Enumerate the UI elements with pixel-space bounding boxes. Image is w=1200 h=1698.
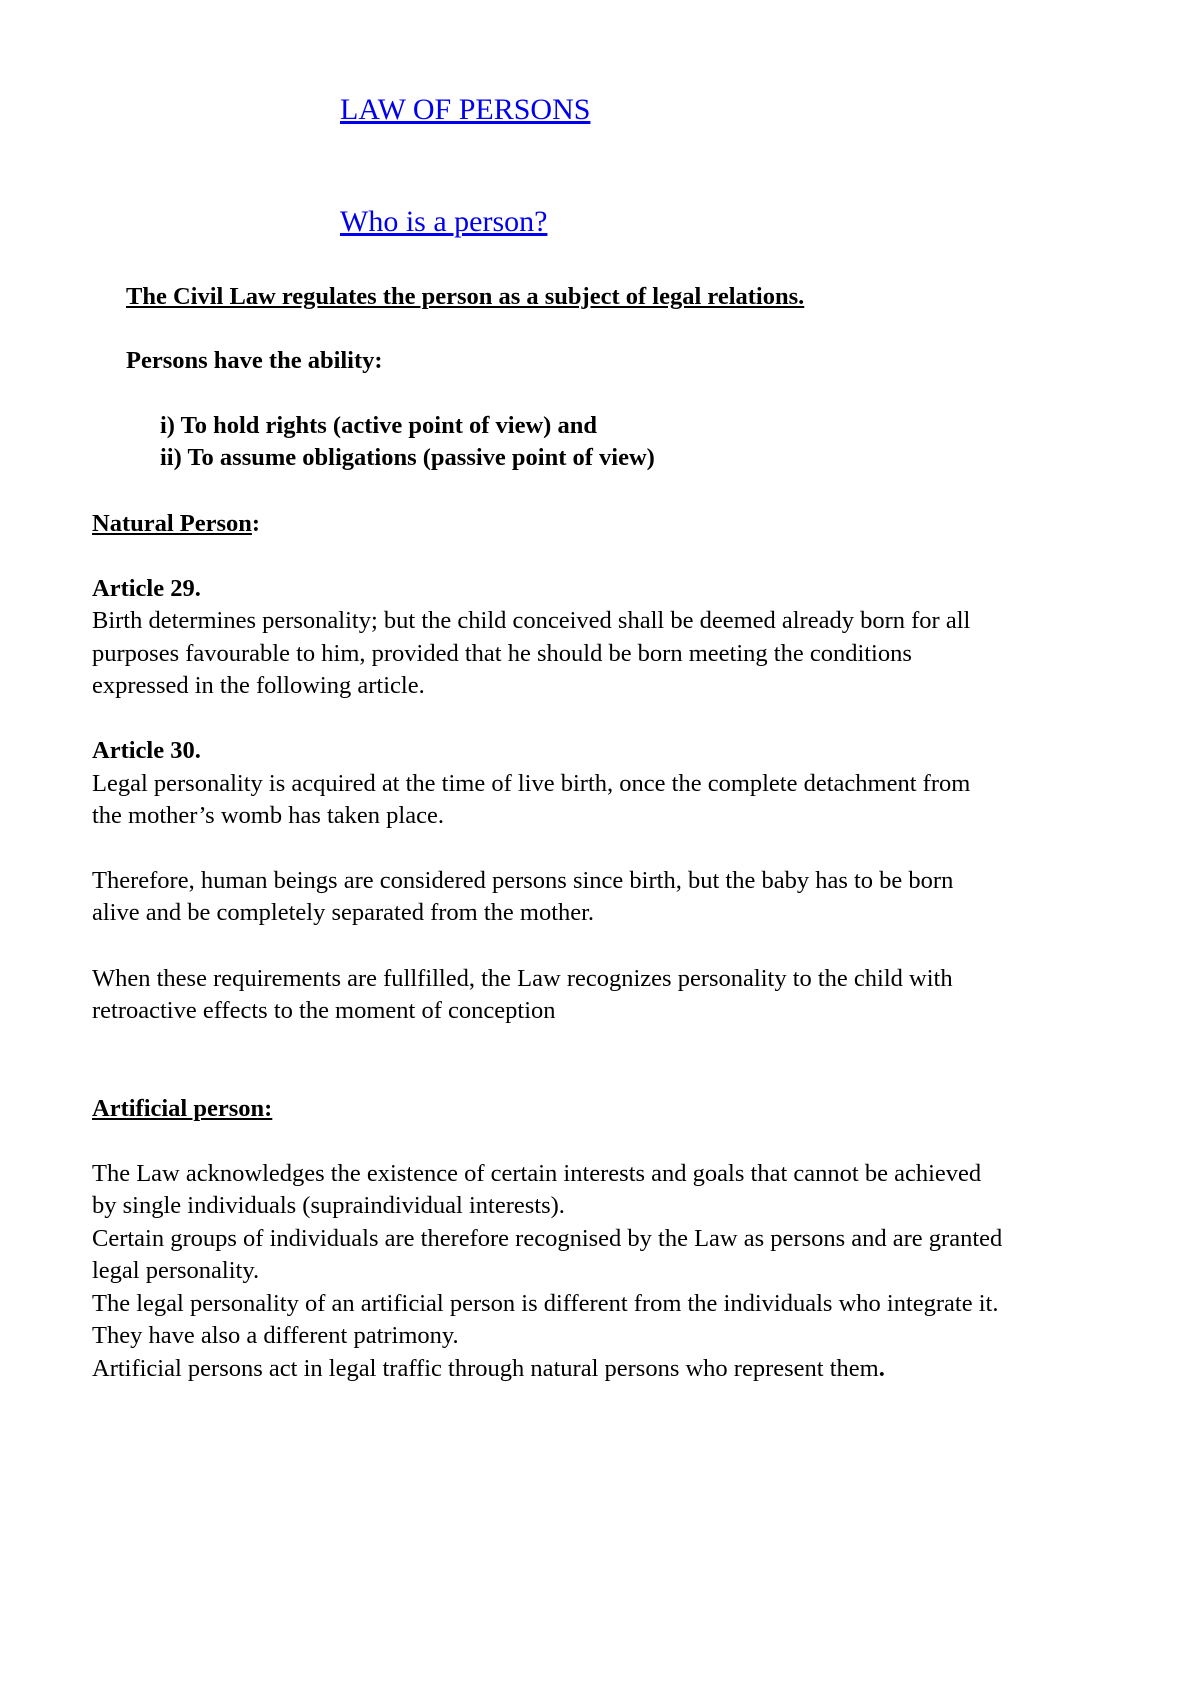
artificial-line-4: legal personality.	[92, 1257, 260, 1284]
document-subtitle: Who is a person?	[340, 205, 548, 238]
article-29-line-1: Birth determines personality; but the child conceived shall be deemed already born for all	[92, 607, 971, 634]
artificial-final-period: .	[878, 1355, 885, 1382]
requirements-line-2: retroactive effects to the moment of conception	[92, 997, 556, 1024]
natural-person-heading-colon: :	[251, 510, 261, 537]
document-title: LAW OF PERSONS	[340, 93, 591, 126]
artificial-line-2: by single individuals (supraindividual interests).	[92, 1192, 565, 1219]
artificial-person-heading: Artificial person:	[92, 1095, 273, 1122]
natural-person-heading	[92, 508, 260, 540]
therefore-line-2: alive and be completely separated from the mother.	[92, 899, 595, 926]
article-29-line-3: expressed in the following article.	[92, 672, 425, 699]
article-30-line-2: the mother’s womb has taken place.	[92, 802, 444, 829]
article-29-title: Article 29.	[92, 575, 201, 602]
artificial-line-3: Certain groups of individuals are therefore recognised by the Law as persons and are granted	[92, 1225, 1003, 1252]
civil-law-statement: The Civil Law regulates the person as a subject of legal relations.	[126, 283, 805, 310]
article-29-line-2: purposes favourable to him, provided that he should be born meeting the conditions	[92, 640, 912, 667]
ability-label: Persons have the ability:	[126, 347, 383, 374]
artificial-line-7	[92, 1353, 885, 1385]
requirements-line-1: When these requirements are fullfilled, the Law recognizes personality to the child with	[92, 965, 953, 992]
article-30-line-1: Legal personality is acquired at the time of live birth, once the complete detachment from	[92, 770, 971, 797]
artificial-line-7-text: Artificial persons act in legal traffic through natural persons who represent them	[92, 1355, 879, 1382]
artificial-line-1: The Law acknowledges the existence of certain interests and goals that cannot be achieved	[92, 1160, 982, 1187]
ability-item-1: i) To hold rights (active point of view) and	[160, 412, 597, 439]
natural-person-heading-text: Natural Person	[92, 510, 252, 537]
therefore-line-1: Therefore, human beings are considered persons since birth, but the baby has to be born	[92, 867, 954, 894]
artificial-line-5: The legal personality of an artificial person is different from the individuals who integrate it.	[92, 1290, 999, 1317]
ability-item-2: ii) To assume obligations (passive point of view)	[160, 444, 655, 471]
article-30-title: Article 30.	[92, 737, 201, 764]
artificial-line-6: They have also a different patrimony.	[92, 1322, 459, 1349]
